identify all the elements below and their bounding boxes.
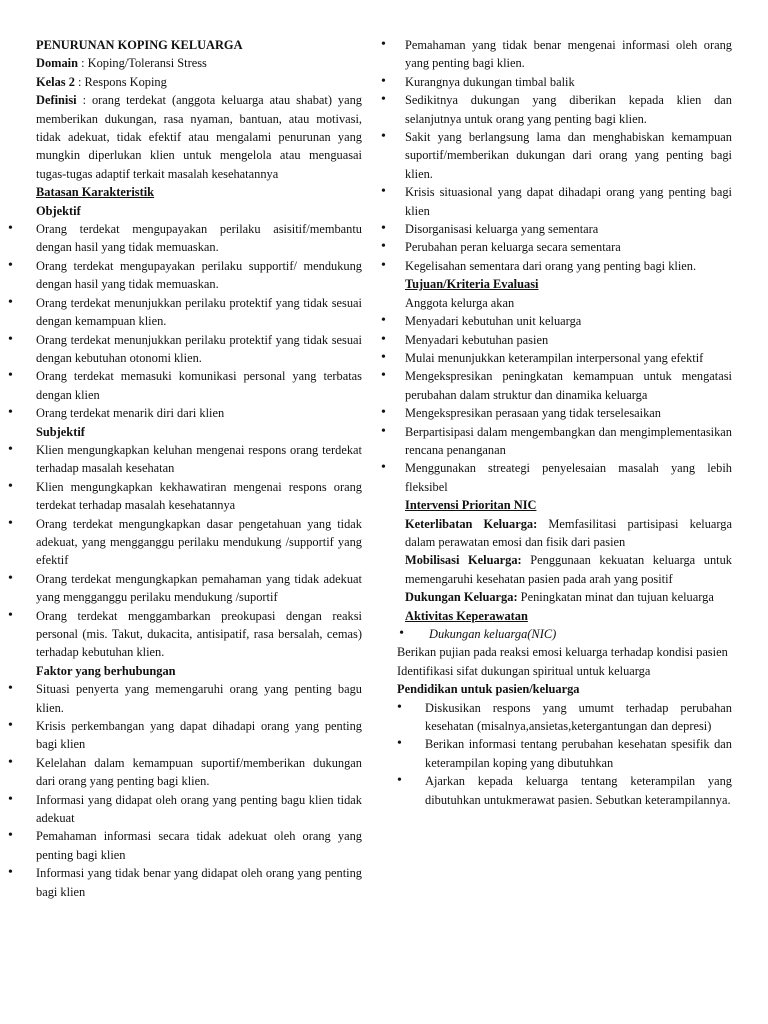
pendidikan-list [405, 699, 732, 809]
domain-value: : Koping/Toleransi Stress [78, 56, 207, 71]
faktor-heading: Faktor yang berhubungan [36, 663, 176, 678]
list-item: • Informasi yang didapat oleh orang yang penting bagu klien tidak adekuat [36, 791, 362, 828]
list-item: • Klien mengungkapkan kekhawatiran mengenai respons orang terdekat terhadap masalah kesehatannya [36, 478, 362, 515]
list-item: • Kurangnya dukungan timbal balik [405, 73, 732, 91]
left-column [36, 36, 362, 901]
list-item: • Orang terdekat mengungkapkan pemahaman yang tidak adekuat yang mengganggu perilaku mendukung /suportif [36, 570, 362, 607]
list-item: • Orang terdekat mengupayakan perilaku asisitif/membantu dengan hasil yang tidak memuaskan. [36, 220, 362, 257]
list-item: • Krisis situasional yang dapat dihadapi orang yang penting bagi klien [405, 183, 732, 220]
list-item: • Orang terdekat menunjukkan perilaku protektif yang tidak sesuai dengan kebutuhan otonomi klien. [36, 331, 362, 368]
definisi-paragraph [36, 91, 362, 183]
objektif-heading: Objektif [36, 203, 81, 218]
tujuan-list [405, 312, 732, 496]
tujuan-heading: Tujuan/Kriteria Evaluasi [405, 277, 539, 292]
list-item: • Situasi penyerta yang memengaruhi orang yang penting bagu klien. [36, 680, 362, 717]
domain-label: Domain [36, 56, 78, 71]
tujuan-intro: Anggota kelurga akan [405, 295, 515, 310]
aktivitas-bullet: • Dukungan keluarga(NIC) [405, 625, 732, 643]
list-item: • Pemahaman yang tidak benar mengenai informasi oleh orang yang penting bagi klien. [405, 36, 732, 73]
list-item: • Sakit yang berlangsung lama dan menghabiskan kemampuan suportif/memberikan dukungan dari orang yang penting bagi klien. [405, 128, 732, 183]
list-item: • Menggunakan streategi penyelesaian masalah yang lebih fleksibel [405, 459, 732, 496]
list-item: • Mengekspresikan perasaan yang tidak terselesaikan [405, 404, 732, 422]
list-item: • Berpartisipasi dalam mengembangkan dan mengimplementasikan rencana penanganan [405, 423, 732, 460]
subjektif-list [36, 441, 362, 662]
list-item: • Mengekspresikan peningkatan kemampuan untuk mengatasi perubahan dalam struktur dan dinamika keluarga [405, 367, 732, 404]
nic-label: Keterlibatan Keluarga: [405, 516, 538, 531]
list-item: • Kelelahan dalam kemampuan suportif/memberikan dukungan dari orang yang penting bagi klien. [36, 754, 362, 791]
list-item: • Krisis perkembangan yang dapat dihadapi orang yang penting bagi klien [36, 717, 362, 754]
nic-heading: Intervensi Prioritan NIC [405, 498, 537, 513]
list-item: • Menyadari kebutuhan pasien [405, 331, 732, 349]
nic-item [405, 515, 732, 552]
definisi-label: Definisi [36, 93, 77, 108]
nic-text: Memfasilitasi partisipasi keluarga dalam perawatan emosi dan fisik dari pasien [405, 516, 732, 549]
list-item: • Menyadari kebutuhan unit keluarga [405, 312, 732, 330]
kelas-label: Kelas 2 [36, 74, 75, 89]
list-item: • Diskusikan respons yang umumt terhadap perubahan kesehatan (misalnya,ansietas,ketergantungan dan depresi) [405, 699, 732, 736]
list-item: • Disorganisasi keluarga yang sementara [405, 220, 732, 238]
pendidikan-heading: Pendidikan untuk pasien/keluarga [397, 682, 580, 697]
kelas-line [36, 73, 362, 91]
nic-label: Mobilisasi Keluarga: [405, 553, 522, 568]
domain-line [36, 54, 362, 72]
list-item: • Orang terdekat menunjukkan perilaku protektif yang tidak sesuai dengan kemampuan klien. [36, 294, 362, 331]
list-item: • Orang terdekat mengungkapkan dasar pengetahuan yang tidak adekuat, yang mengganggu perilaku mendukung /supportif yang efektif [36, 515, 362, 570]
list-item: • Pemahaman informasi secara tidak adekuat oleh orang yang penting bagi klien [36, 827, 362, 864]
list-item: • Orang terdekat menarik diri dari klien [36, 404, 362, 422]
nic-item [405, 588, 732, 606]
list-item: • Berikan informasi tentang perubahan kesehatan spesifik dan keterampilan koping yang dibutuhkan [405, 735, 732, 772]
faktor-list-right [405, 36, 732, 275]
batasan-heading: Batasan Karakteristik [36, 185, 155, 200]
aktivitas-heading: Aktivitas Keperawatan [405, 608, 528, 623]
list-item: • Klien mengungkapkan keluhan mengenai respons orang terdekat terhadap masalah kesehatan [36, 441, 362, 478]
aktivitas-line: Identifikasi sifat dukungan spiritual untuk keluarga [397, 663, 651, 678]
list-item: • Kegelisahan sementara dari orang yang penting bagi klien. [405, 257, 732, 275]
nic-item [405, 551, 732, 588]
nic-text: Penggunaan kekuatan keluarga untuk memengaruhi kesehatan pasien pada arah yang positif [405, 553, 732, 586]
list-item: • Orang terdekat memasuki komunikasi personal yang terbatas dengan klien [36, 367, 362, 404]
kelas-value: : Respons Koping [74, 74, 167, 89]
objektif-list [36, 220, 362, 422]
right-column [397, 36, 732, 809]
definisi-value: : orang terdekat (anggota keluarga atau shabat) yang memberikan dukungan, rasa nyaman, bantuan, atau motivasi, tidak adekuat, tidak efektif atau mengalami penurunan yang mungkin diperlukan klien untuk mengelola atau menguasai tugas-tugas adaptif terkait masalah kesehatannya [36, 93, 362, 181]
list-item: • Sedikitnya dukungan yang diberikan kepada klien dan selanjutnya untuk orang yang penting bagi klien. [405, 91, 732, 128]
list-item: • Orang terdekat mengupayakan perilaku supportif/ mendukung dengan hasil yang tidak memuaskan. [36, 257, 362, 294]
list-item: • Orang terdekat menggambarkan preokupasi dengan reaksi personal (mis. Takut, dukacita, antisipatif, rasa bersalah, cemas) terhadap kebutuhan klien. [36, 607, 362, 662]
list-item: • Perubahan peran keluarga secara sementara [405, 238, 732, 256]
subjektif-heading: Subjektif [36, 424, 85, 439]
nic-label: Dukungan Keluarga: [405, 590, 518, 605]
aktivitas-line: Berikan pujian pada reaksi emosi keluarga terhadap kondisi pasien [397, 645, 728, 660]
list-item: • Informasi yang tidak benar yang didapat oleh orang yang penting bagi klien [36, 864, 362, 901]
nic-text: Peningkatan minat dan tujuan keluarga [517, 590, 714, 605]
list-item: • Ajarkan kepada keluarga tentang keterampilan yang dibutuhkan untukmerawat pasien. Sebutkan keterampilannya. [405, 772, 732, 809]
faktor-list-left [36, 680, 362, 901]
page-title: PENURUNAN KOPING KELUARGA [36, 38, 243, 52]
list-item: • Mulai menunjukkan keterampilan interpersonal yang efektif [405, 349, 732, 367]
